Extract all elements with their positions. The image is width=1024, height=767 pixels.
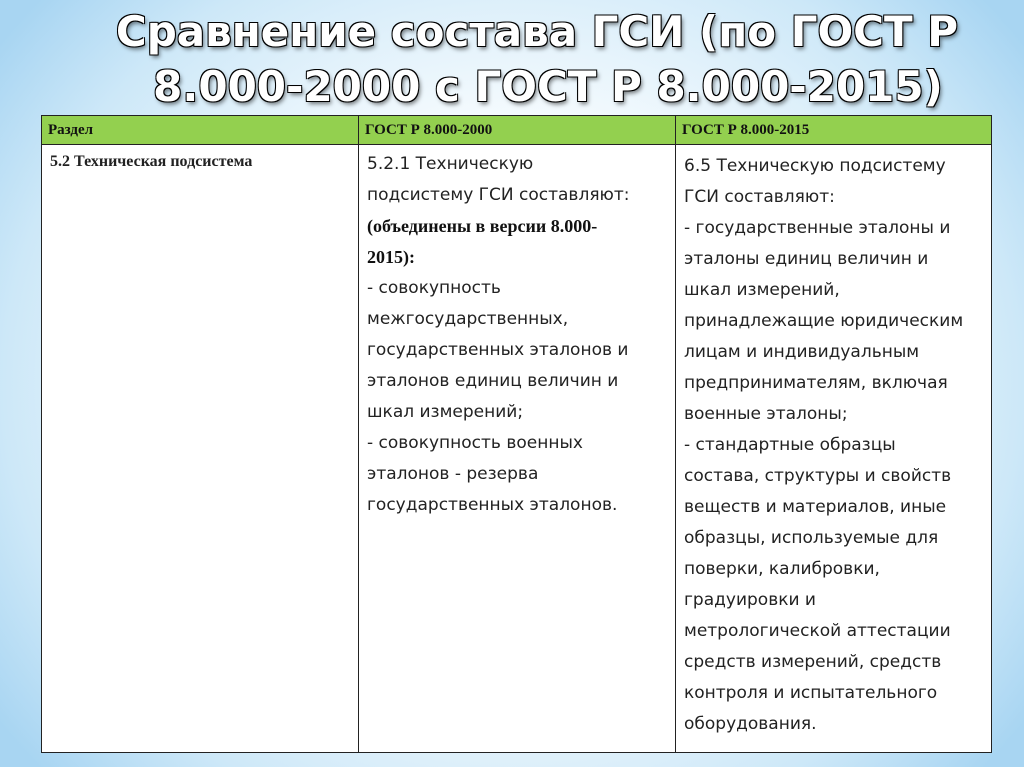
slide-title xyxy=(0,4,1024,114)
table-row xyxy=(42,145,992,753)
gost-2015-text-line: - стандартные образцы xyxy=(684,435,896,455)
slide-title-line-1: Сравнение состава ГСИ (по ГОСТ Р xyxy=(115,7,959,56)
header-gost-2000: ГОСТ Р 8.000-2000 xyxy=(359,116,676,145)
gost-2015-text-line: шкал измерений, xyxy=(684,280,840,300)
gost-2015-text-line: принадлежащие юридическим xyxy=(684,311,964,331)
gost-2015-text-line: поверки, калибровки, xyxy=(684,559,880,579)
gost-2015-cell xyxy=(676,145,992,753)
gost-2015-text-line: - государственные эталоны и xyxy=(684,218,951,238)
gost-2000-text-line: - совокупность xyxy=(367,278,501,298)
gost-2015-text-line: оборудования. xyxy=(684,714,817,734)
header-section: Раздел xyxy=(42,116,359,145)
gost-2015-text-line: лицам и индивидуальным xyxy=(684,342,920,362)
gost-2015-text-line: веществ и материалов, иные xyxy=(684,497,947,517)
comparison-table xyxy=(41,115,992,753)
gost-2015-text-line: предпринимателям, включая xyxy=(684,373,948,393)
gost-2015-text-line: метрологической аттестации xyxy=(684,621,951,641)
gost-2015-text-line: ГСИ составляют: xyxy=(684,187,835,207)
gost-2000-text-line: государственных эталонов и xyxy=(367,340,629,360)
gost-2000-note-line: (объединены в версии 8.000- xyxy=(367,216,598,236)
gost-2015-text-line: средств измерений, средств xyxy=(684,652,942,672)
gost-2015-text-line: военные эталоны; xyxy=(684,404,848,424)
gost-2015-text-line: градуировки и xyxy=(684,590,816,610)
gost-2000-text-line: эталонов - резерва xyxy=(367,464,539,484)
header-gost-2015: ГОСТ Р 8.000-2015 xyxy=(676,116,992,145)
gost-2015-text-line: эталоны единиц величин и xyxy=(684,249,929,269)
gost-2000-cell xyxy=(359,145,676,753)
gost-2015-text-line: 6.5 Техническую подсистему xyxy=(684,156,946,176)
gost-2000-text-line: 5.2.1 Техническую xyxy=(367,154,534,174)
gost-2015-text-line: образцы, используемые для xyxy=(684,528,939,548)
gost-2000-text-line: - совокупность военных xyxy=(367,433,583,453)
gost-2000-text-line: эталонов единиц величин и xyxy=(367,371,619,391)
slide-title-line-2: 8.000-2000 с ГОСТ Р 8.000-2015) xyxy=(153,62,943,111)
gost-2015-text-line: контроля и испытательного xyxy=(684,683,938,703)
gost-2015-text-line: состава, структуры и свойств xyxy=(684,466,952,486)
gost-2000-text-line: государственных эталонов. xyxy=(367,495,618,515)
gost-2000-text-line: межгосударственных, xyxy=(367,309,569,329)
gost-2000-text-line: шкал измерений; xyxy=(367,402,524,422)
section-cell: 5.2 Техническая подсистема xyxy=(42,145,359,753)
gost-2000-note-line: 2015): xyxy=(367,247,415,267)
table-header-row xyxy=(42,116,992,145)
gost-2000-text-line: подсистему ГСИ составляют: xyxy=(367,185,630,205)
